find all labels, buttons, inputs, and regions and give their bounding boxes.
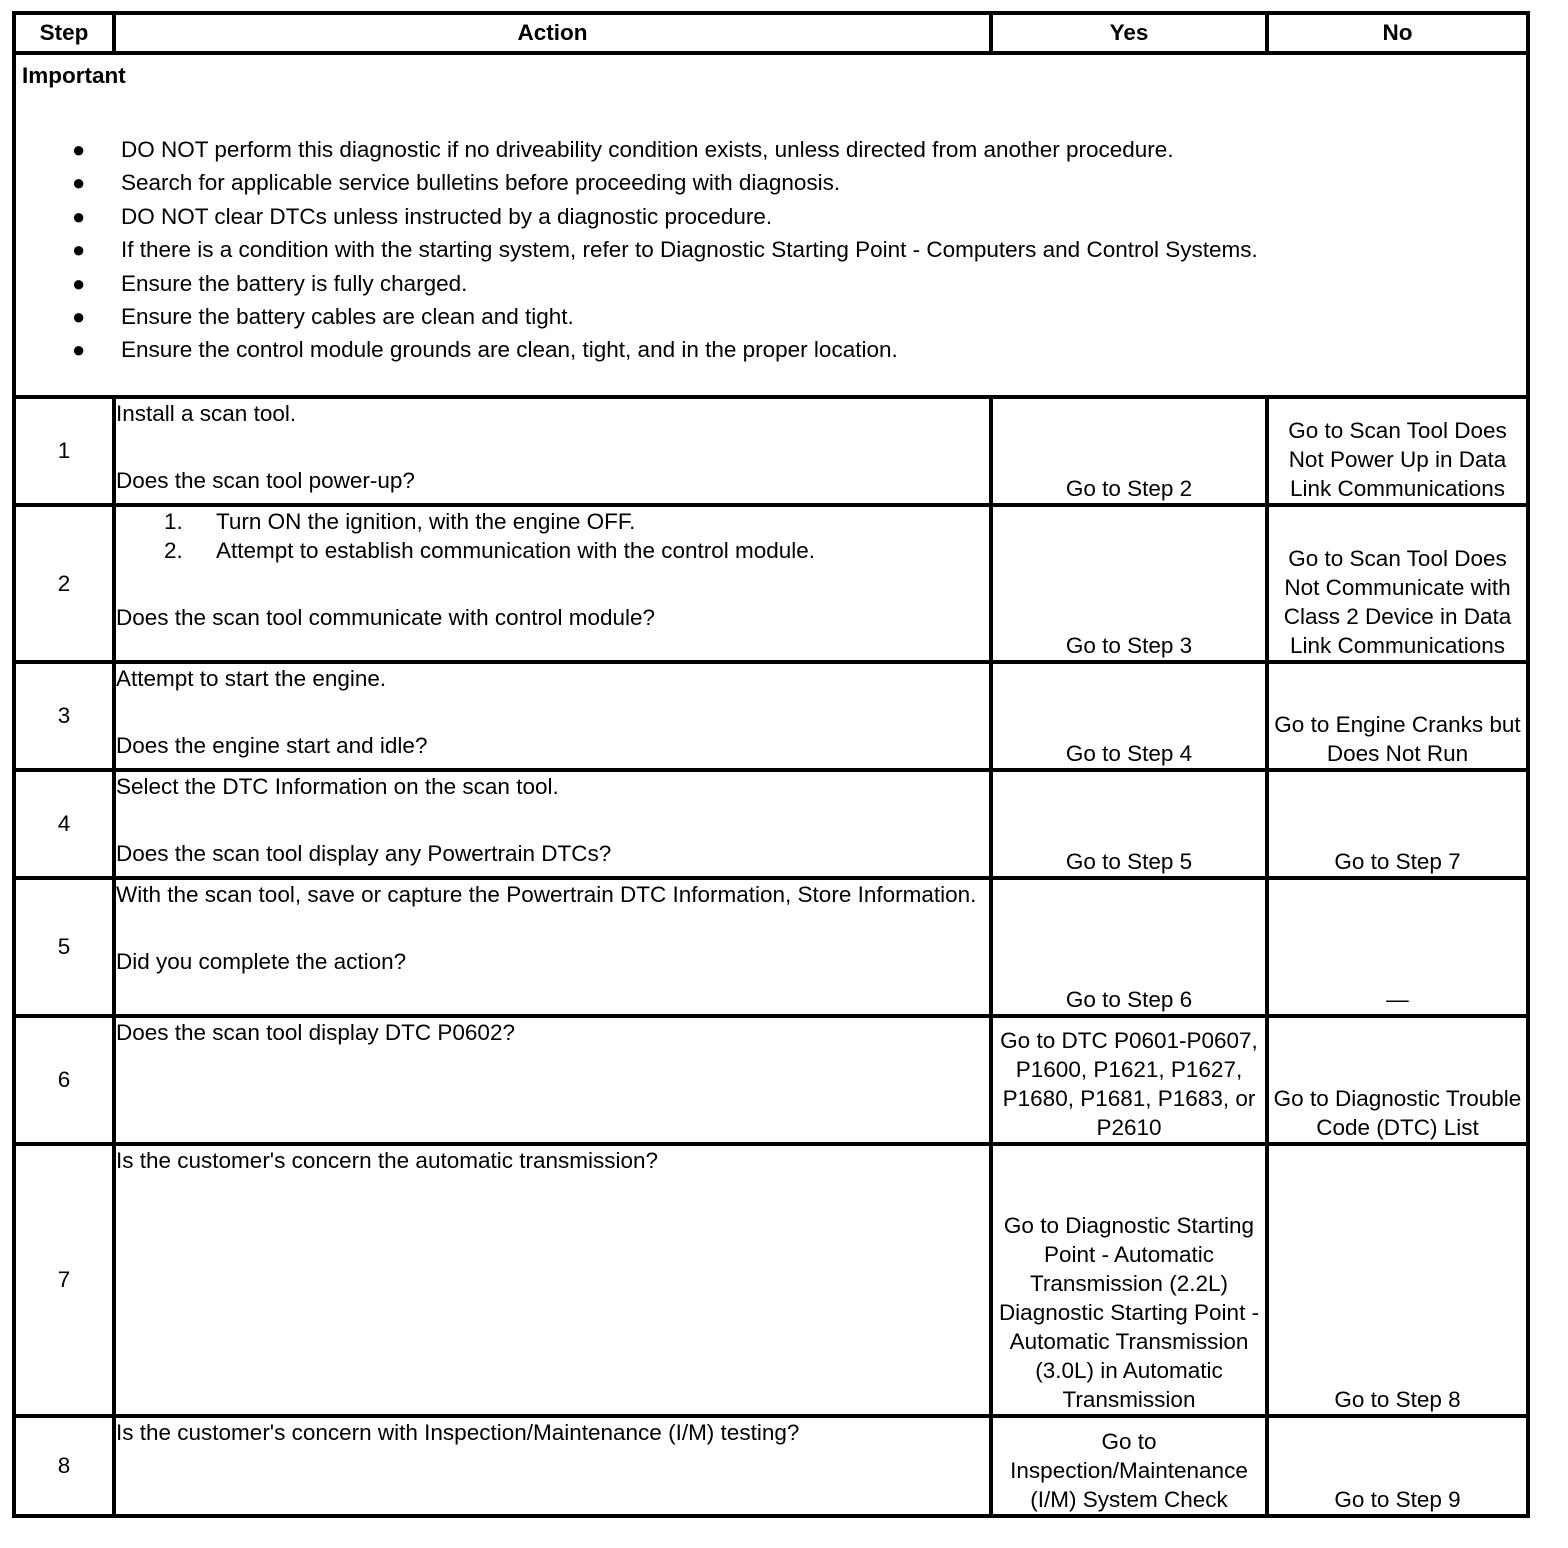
important-item: ● DO NOT clear DTCs unless instructed by a diagnostic procedure. [16,200,1258,233]
substep-item: 1. Turn ON the ignition, with the engine OFF. [164,509,636,534]
important-title: Important [22,63,126,88]
step-action [114,770,991,878]
step-action [114,878,991,1016]
action-text: Is the customer's concern the automatic transmission? [116,1148,659,1173]
action-question: Does the scan tool power-up? [116,468,415,493]
step-row-3 [14,662,1528,770]
bullet-icon: ● [72,203,86,229]
action-text: With the scan tool, save or capture the Powertrain DTC Information, Store Information. [116,882,977,907]
important-item: ● If there is a condition with the starting system, refer to Diagnostic Starting Point - Computers and Control Systems. [16,233,1258,266]
step-row-4 [14,770,1528,878]
bullet-icon: ● [72,270,86,296]
step-number: 4 [14,770,114,878]
step-action [114,1416,991,1516]
bullet-icon: ● [72,303,86,329]
step-number: 5 [14,878,114,1016]
action-question: Does the scan tool display any Powertrain DTCs? [116,841,612,866]
step-yes[interactable]: Go to Step 6 [991,878,1267,1016]
action-text: Does the scan tool display DTC P0602? [116,1020,515,1045]
action-question: Does the engine start and idle? [116,733,428,758]
step-number: 2 [14,505,114,662]
step-yes[interactable]: Go to Inspection/Maintenance (I/M) System Check [991,1416,1267,1516]
step-action [114,662,991,770]
step-no[interactable]: Go to Step 9 [1267,1416,1528,1516]
important-item: ● DO NOT perform this diagnostic if no driveability condition exists, unless directed from another procedure. [16,133,1258,166]
bullet-icon: ● [72,137,86,162]
header-no: No [1267,13,1528,53]
step-yes[interactable]: Go to Step 5 [991,770,1267,878]
step-number: 1 [14,397,114,505]
step-yes[interactable]: Go to Step 2 [991,397,1267,505]
step-number: 8 [14,1416,114,1516]
important-item: ● Ensure the battery cables are clean and tight. [16,300,1258,333]
step-number: 6 [14,1016,114,1144]
step-number: 7 [14,1144,114,1416]
important-item: ● Search for applicable service bulletins before proceeding with diagnosis. [16,166,1258,199]
step-row-8 [14,1416,1528,1516]
step-yes[interactable]: Go to Step 3 [991,505,1267,662]
substep-item: 2. Attempt to establish communication with the control module. [164,538,816,563]
step-yes[interactable]: Go to Step 4 [991,662,1267,770]
bullet-icon: ● [72,337,86,363]
bullet-icon: ● [72,237,86,263]
action-question: Does the scan tool communicate with control module? [116,605,656,630]
step-row-1 [14,397,1528,505]
header-step: Step [14,13,114,53]
step-action [114,505,991,662]
step-yes[interactable]: Go to Diagnostic Starting Point - Automatic Transmission (2.2L) Diagnostic Starting Point - Automatic Transmission (3.0L) in Automatic Transmission [991,1144,1267,1416]
important-list [16,133,1258,367]
important-row [14,53,1528,397]
step-no[interactable]: Go to Scan Tool Does Not Communicate with Class 2 Device in Data Link Communications [1267,505,1528,662]
header-yes: Yes [991,13,1267,53]
important-item: ● Ensure the battery is fully charged. [16,267,1258,300]
step-no[interactable]: Go to Step 8 [1267,1144,1528,1416]
action-text: Install a scan tool. [116,401,297,426]
step-number: 3 [14,662,114,770]
step-action [114,1016,991,1144]
header-row [14,13,1528,53]
action-question: Did you complete the action? [116,949,407,974]
step-row-7 [14,1144,1528,1416]
step-yes[interactable]: Go to DTC P0601-P0607, P1600, P1621, P1627, P1680, P1681, P1683, or P2610 [991,1016,1267,1144]
action-text: Select the DTC Information on the scan tool. [116,774,559,799]
important-box [14,53,1528,397]
step-no[interactable]: Go to Step 7 [1267,770,1528,878]
step-action [114,1144,991,1416]
step-action [114,397,991,505]
substep-list [116,507,989,565]
action-text: Attempt to start the engine. [116,666,387,691]
action-text: Is the customer's concern with Inspection/Maintenance (I/M) testing? [116,1420,800,1445]
step-no[interactable]: Go to Diagnostic Trouble Code (DTC) List [1267,1016,1528,1144]
bullet-icon: ● [72,170,86,196]
diagnostic-table [12,11,1530,1518]
step-row-2 [14,505,1528,662]
important-item: ● Ensure the control module grounds are clean, tight, and in the proper location. [16,333,1258,366]
step-row-5 [14,878,1528,1016]
header-action: Action [114,13,991,53]
step-row-6 [14,1016,1528,1144]
step-no[interactable]: Go to Engine Cranks but Does Not Run [1267,662,1528,770]
step-no[interactable]: Go to Scan Tool Does Not Power Up in Data Link Communications [1267,397,1528,505]
step-no: — [1267,878,1528,1016]
